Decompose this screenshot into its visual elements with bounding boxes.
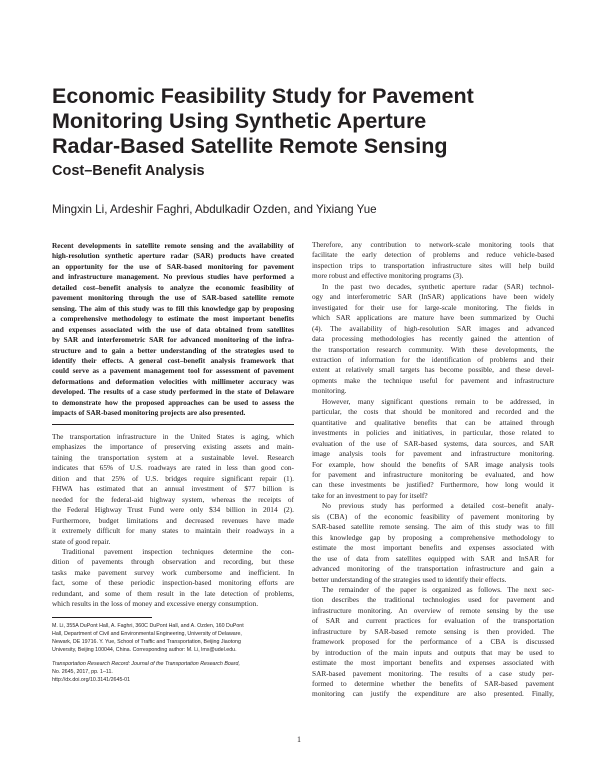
body-line: it extremely difficult for many states to maintain their roadways in a [52, 526, 294, 536]
abstract-divider [52, 424, 294, 425]
body-line: tion describes the traditional technologies used for pavement and [312, 595, 554, 605]
body-line: dition of pavements through observation and recording, but these [52, 557, 294, 567]
body-line: However, many significant questions remain to be addressed, in [322, 396, 554, 406]
body-line: the Federal Highway Trust Fund were only $34 billion in 2014 (2). [52, 505, 294, 515]
body-line: quantitative and qualitative benefits that can be attained through [312, 417, 554, 427]
abstract-line: by SAR and interferometric SAR for advanced monitoring of the infra- [52, 335, 294, 345]
body-line: framework proposed for the performance of a CBA is discussed [312, 637, 554, 647]
abstract-line: identify their effects. A general cost–benefit analysis framework that [52, 355, 294, 365]
body-line: (4). The availability of high-resolution SAR images and advanced [312, 323, 554, 333]
body-line: state of good repair. [52, 536, 111, 546]
body-line: infrastructure by SAR-based remote sensing is then provided. The [312, 626, 554, 636]
body-line: evaluation of the use of SAR-based systems, data sources, and SAR [312, 438, 554, 448]
abstract-line: sensing. The aim of this study was to fill this knowledge gap by proposing [52, 303, 294, 313]
body-line: of SAR and current practices for evaluation of the transportation [312, 616, 554, 626]
body-line: this knowledge gap by proposing a comprehensive methodology to [312, 532, 554, 542]
body-line: Therefore, any contribution to network-scale monitoring tools that [312, 240, 554, 249]
abstract-line: structure and to gain a better understanding of the strategies used to [52, 345, 294, 355]
abstract-line: deformations and deformation velocities with millimeter accuracy was [52, 376, 294, 386]
abstract-line: impacts of SAR-based monitoring projects are also presented. [52, 408, 246, 418]
intro-left-column [52, 432, 294, 610]
body-line: opments make the technique useful for pavement and infrastructure [312, 375, 554, 385]
abstract-line: Recent developments in satellite remote sensing and the availability of [52, 241, 294, 250]
body-line: take for an investment to pay for itself? [312, 490, 428, 500]
author-affiliations [52, 622, 294, 654]
body-line: FHWA has estimated that an annual investment of $77 billion is [52, 484, 294, 494]
footnote-line: M. Li, 355A DuPont Hall, A. Faghri, 360C DuPont Hall, and A. Ozden, 160 DuPont [52, 623, 244, 629]
abstract-line: developed. The results of a case study performed in the state of Delaware [52, 387, 294, 397]
author-list: Mingxin Li, Ardeshir Faghri, Abdulkadir Ozden, and Yixiang Yue [52, 203, 377, 216]
abstract-line: and infrastructure management. No previous studies have performed a [52, 272, 294, 282]
journal-issue: No. 2645, 2017, pp. 1–11. [52, 669, 113, 676]
body-line: The transportation infrastructure in the United States is aging, which [52, 432, 294, 441]
paper-title [52, 84, 552, 159]
body-line: better understanding of the strategies used to identify their effects. [312, 574, 507, 584]
abstract-line: pavement monitoring through the use of SAR-based satellite remote [52, 293, 294, 303]
body-line: Furthermore, budget limitations and decreased revenues have made [52, 515, 294, 525]
abstract-line: to demonstrate how the proposed approaches can be used to assess the [52, 397, 294, 407]
body-line: taining the transportation system at a sustainable level. Research [52, 452, 294, 462]
body-line: extent at relatively small targets has become possible, and these devel- [312, 365, 554, 375]
body-line: estimate the most important benefits and expenses associated with [312, 658, 554, 668]
abstract-line: a comprehensive methodology to estimate the most important benefits [52, 314, 294, 324]
body-line: indicates that 65% of U.S. roadways are rated in less than good con- [52, 463, 294, 473]
body-line: fact, some of these periodic inspection-based monitoring efforts are [52, 578, 294, 588]
abstract-line: detailed cost–benefit analysis to analyze the economic feasibility of [52, 282, 294, 292]
body-line: No previous study has performed a detailed cost–benefit analy- [322, 501, 554, 511]
abstract-line: could serve as a pavement management tool for assessment of pavement [52, 366, 294, 376]
body-line: can these investments be justified? Furthermore, how long would it [312, 480, 554, 490]
journal-citation [52, 660, 294, 684]
body-line: by introduction of the main inputs and outputs that may be used to [312, 647, 554, 657]
body-line: the use of data from satellites equipped with SAR and InSAR for [312, 553, 554, 563]
abstract [52, 241, 294, 419]
footnote-line: Newark, DE 19716. Y. Yue, School of Traffic and Transportation, Beijing Jiaotong [52, 639, 241, 646]
body-line: SAR-based pavement monitoring. The results of a case study per- [312, 668, 554, 678]
body-line: infrastructure monitoring. An overview of remote sensing by the use [312, 605, 554, 615]
body-line: particular, the costs that should be monitored and recorded and the [312, 407, 554, 417]
body-line: The remainder of the paper is organized as follows. The next sec- [322, 584, 554, 594]
body-line: formed to determine whether the benefits of SAR-based pavement [312, 679, 554, 689]
body-line: ogy and interferometric SAR (InSAR) applications have been widely [312, 292, 554, 302]
body-line: the transportation research community. With these developments, the [312, 344, 554, 354]
body-line: estimate the most important benefits and expenses associated with [312, 543, 554, 553]
body-line: facilitate the early detection of problems and reduce vehicle-based [312, 250, 554, 260]
footnote-divider [52, 617, 152, 618]
body-line: For example, how should the benefits of SAR image analysis tools [312, 459, 554, 469]
journal-name: Transportation Research Record: Journal of the Transportation Research Board, [52, 661, 240, 667]
footnote-line: Hall, Department of Civil and Environmental Engineering, University of Delaware, [52, 631, 242, 638]
body-line: advanced monitoring of the transportation infrastructure and gain a [312, 564, 554, 574]
title-line: Monitoring Using Synthetic Aperture [52, 109, 427, 133]
intro-right-column [312, 240, 554, 700]
body-line: tasks make pavement survey work cumbersome and inefficient. In [52, 567, 294, 577]
title-line: Economic Feasibility Study for Pavement [52, 84, 474, 108]
doi-link[interactable]: http://dx.doi.org/10.3141/2645-01 [52, 677, 131, 684]
body-line: which results in the loss of money and excessive energy consumption. [52, 599, 259, 609]
body-line: monitoring can justify the expenditure are also presented. Finally, [312, 689, 554, 699]
page-number: 1 [297, 735, 301, 744]
body-line: inspection trips to transportation infrastructure sites will help build [312, 260, 554, 270]
body-line: sis (CBA) of the economic feasibility of pavement monitoring by [312, 511, 554, 521]
body-line: SAR-based satellite remote sensing. The aim of this study was to fill [312, 522, 554, 532]
body-line: investigated for their use for large-scale monitoring. The fields in [312, 302, 554, 312]
body-line: data processing methodologies has recently gained the attention of [312, 334, 554, 344]
body-line: redundant, and some of them result in the late detection of problems, [52, 588, 294, 598]
body-line: dition and that 25% of U.S. bridges require significant repair (1). [52, 473, 294, 483]
abstract-line: and expenses associated with the use of data obtained from satellites [52, 324, 294, 334]
body-line: monitoring. [312, 386, 347, 396]
body-line: needed for the federal-aid highway system, whereas the receipts of [52, 494, 294, 504]
body-line: investments in policies and initiatives, in particular, those related to [312, 428, 554, 438]
body-line: In the past two decades, synthetic aperture radar (SAR) technol- [322, 281, 554, 291]
title-line: Radar-Based Satellite Remote Sensing [52, 134, 448, 158]
body-line: image analysis tools for pavement and infrastructure monitoring. [312, 449, 554, 459]
body-line: Traditional pavement inspection techniques determine the con- [62, 546, 294, 556]
body-line: more robust and effective monitoring programs (3). [312, 271, 464, 281]
body-line: for pavement and infrastructure monitoring be evaluated, and how [312, 469, 554, 479]
body-line: emphasizes the importance of preserving existing assets and main- [52, 442, 294, 452]
footnote-line: University, Beijing 100044, China. Corresponding author: M. Li, lmx@udel.edu. [52, 647, 237, 654]
body-line: extraction of information for the identification of problems and their [312, 354, 554, 364]
paper-subtitle: Cost–Benefit Analysis [52, 163, 205, 179]
abstract-line: an opportunity for the use of SAR-based monitoring for pavement [52, 261, 294, 271]
body-line: which SAR applications are mature have been summarized by Ouchi [312, 313, 554, 323]
abstract-line: high-resolution synthetic aperture radar (SAR) products have created [52, 251, 294, 261]
